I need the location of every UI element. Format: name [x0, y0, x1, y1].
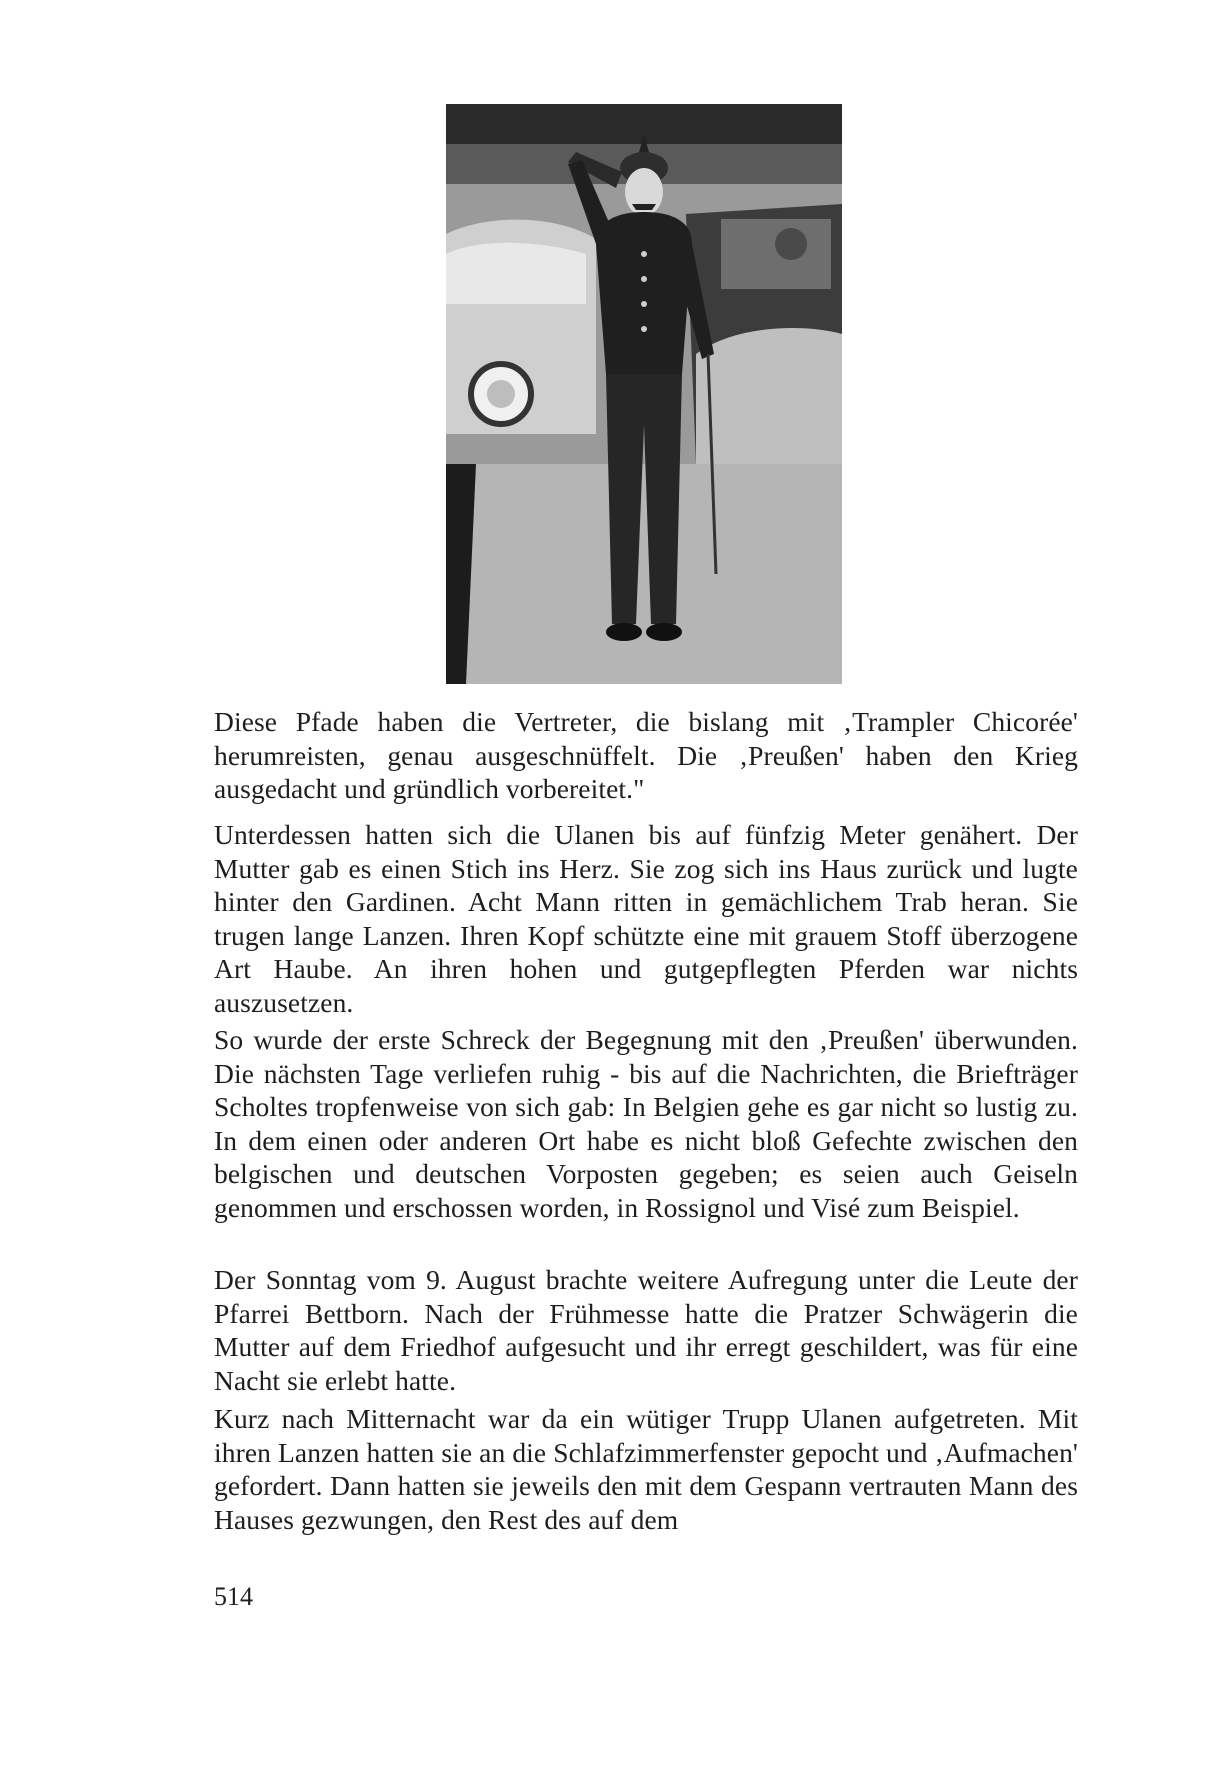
paragraph-5-text: Kurz nach Mitternacht war da ein wütiger Trupp Ulanen aufgetreten. Mit ihren Lanzen hatten sie an die Schlafzimmerfenster gepocht und ‚Aufmachen' gefordert. Dann hatten sie jeweils den mit dem Gespann vertrauten Mann des Hauses gezwungen, den Rest des auf dem [214, 1403, 1078, 1535]
paragraph-1-text: Diese Pfade haben die Vertreter, die bislang mit ‚Trampler Chicorée' herumreisten, genau ausgeschnüffelt. Die ‚Preußen' haben den Krieg ausgedacht und gründlich vorbereitet." [214, 706, 1078, 805]
paragraph-5 [214, 1402, 1078, 1536]
soldier-photograph [446, 104, 842, 684]
paragraph-4-text: Der Sonntag vom 9. August brachte weitere Aufregung unter die Leute der Pfarrei Bettborn. Nach der Frühmesse hatte die Pratzer Schwägerin die Mutter auf dem Friedhof aufgesucht und ihr erregt geschildert, was für eine Nacht sie erlebt hatte. [214, 1264, 1078, 1396]
saluting-soldier-illustration [446, 104, 842, 684]
paragraph-2 [214, 818, 1078, 1020]
paragraph-4 [214, 1263, 1078, 1397]
paragraph-2-text: Unterdessen hatten sich die Ulanen bis auf fünfzig Meter genähert. Der Mutter gab es einen Stich ins Herz. Sie zog sich ins Haus zurück und lugte hinter den Gardinen. Acht Mann ritten in gemächlichem Trab heran. Sie trugen lange Lanzen. Ihren Kopf schützte eine mit grauem Stoff überzogene Art Haube. An ihren hohen und gutgepflegten Pferden war nichts auszusetzen. [214, 819, 1078, 1018]
paragraph-1 [214, 705, 1078, 806]
page-number: 514 [214, 1582, 253, 1611]
paragraph-3 [214, 1023, 1078, 1225]
paragraph-3-text: So wurde der erste Schreck der Begegnung mit den ‚Preußen' überwunden. Die nächsten Tage verliefen ruhig - bis auf die Nachrichten, die Briefträger Scholtes tropfenweise von sich gab: In Belgien gehe es gar nicht so lustig zu. In dem einen oder anderen Ort habe es nicht bloß Gefechte zwischen den belgischen und deutschen Vorposten gegeben; es seien auch Geiseln genommen und erschossen worden, in Rossignol und Visé zum Beispiel. [214, 1024, 1078, 1223]
